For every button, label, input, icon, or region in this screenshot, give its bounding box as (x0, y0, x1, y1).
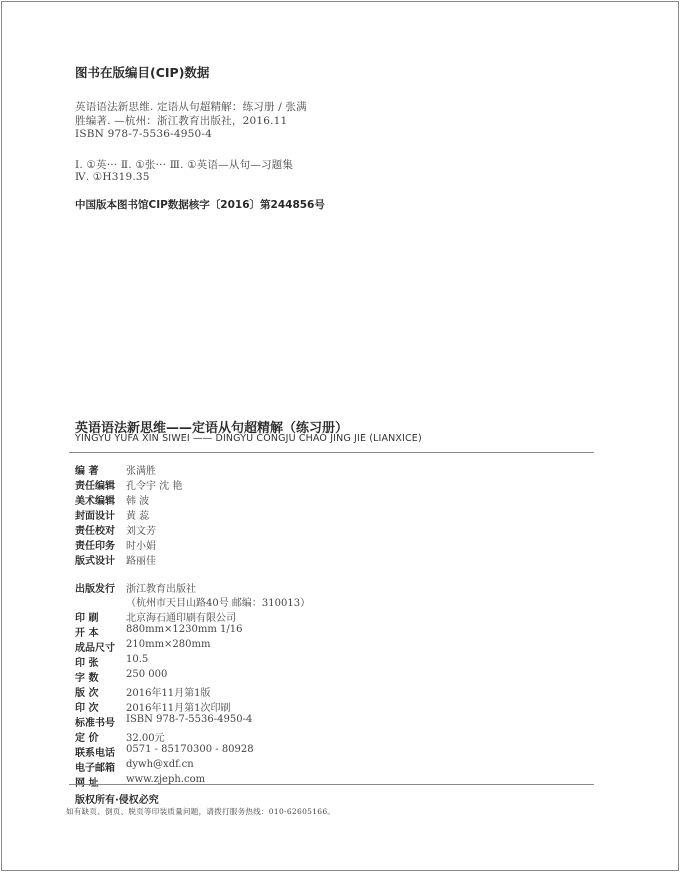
credit-label: 责任印务 (75, 541, 115, 552)
credit-label: 编 著 (75, 466, 99, 477)
publishing-value: 浙江教育出版社 (126, 584, 196, 595)
cip-line: 胜编著. —杭州：浙江教育出版社，2016.11 (75, 115, 288, 127)
publishing-value: www.zjeph.com (126, 774, 206, 785)
publishing-value: 0571 - 85170300 - 80928 (126, 744, 254, 755)
publishing-value: 10.5 (126, 654, 149, 665)
publishing-value: 2016年11月第1次印刷 (126, 703, 231, 714)
publishing-label: 版 次 (75, 688, 99, 699)
divider (69, 784, 594, 785)
cip-line: 英语语法新思维. 定语从句超精解：练习册 / 张满 (75, 101, 307, 113)
credit-label: 版式设计 (75, 556, 115, 567)
cip-record-number: 中国版本图书馆CIP数据核字〔2016〕第244856号 (75, 199, 325, 211)
credit-value: 张满胜 (126, 466, 156, 477)
publisher-address: （杭州市天目山路40号 邮编：310013） (126, 598, 311, 609)
publishing-value: 北京海石通印刷有限公司 (126, 613, 236, 624)
publishing-label: 开 本 (75, 628, 99, 639)
copyright-page (1, 1, 679, 871)
publishing-value: dywh@xdf.cn (126, 759, 194, 770)
cip-classification: Ⅰ. ①英··· Ⅱ. ①张··· Ⅲ. ①英语—从句—习题集 (75, 159, 294, 171)
publishing-value: ISBN 978-7-5536-4950-4 (126, 714, 253, 725)
publishing-label: 定 价 (75, 733, 99, 744)
cip-classification: Ⅳ. ①H319.35 (75, 171, 150, 183)
publishing-label: 网 址 (75, 778, 99, 789)
publishing-label: 印 刷 (75, 613, 99, 624)
credit-value: 刘文芳 (126, 526, 156, 537)
publishing-label: 字 数 (75, 673, 99, 684)
credit-label: 封面设计 (75, 511, 115, 522)
cip-heading: 图书在版编目(CIP)数据 (75, 65, 210, 80)
credit-label: 美术编辑 (75, 496, 115, 507)
publishing-label: 印 次 (75, 703, 99, 714)
publishing-label: 联系电话 (75, 748, 115, 759)
credit-label: 责任编辑 (75, 481, 115, 492)
publishing-value: 880mm×1230mm 1/16 (126, 624, 243, 635)
publishing-label: 成品尺寸 (75, 643, 115, 654)
book-subtitle: YINGYU YUFA XIN SIWEI —— DINGYU CONGJU CHAO JING JIE (LIANXICE) (75, 433, 422, 444)
rights-heading: 版权所有·侵权必究 (75, 795, 159, 806)
credit-value: 路丽佳 (126, 556, 156, 567)
credit-value: 韩 波 (126, 496, 150, 507)
publishing-label: 标准书号 (75, 718, 115, 729)
publishing-value: 32.00元 (126, 733, 165, 744)
publishing-value: 2016年11月第1版 (126, 688, 211, 699)
credit-value: 时小娟 (126, 541, 156, 552)
credit-value: 黄 蕊 (126, 511, 150, 522)
publishing-label: 印 张 (75, 658, 99, 669)
rights-note: 如有缺页、倒页、脱页等印装质量问题，请拨打服务热线：010-62605166。 (66, 807, 336, 816)
publishing-label: 出版发行 (75, 584, 115, 595)
cip-isbn: ISBN 978-7-5536-4950-4 (75, 128, 213, 140)
book-title: 英语语法新思维——定语从句超精解（练习册） (75, 421, 349, 436)
credit-value: 孔令宇 沈 艳 (126, 481, 183, 492)
publishing-value: 250 000 (126, 669, 168, 680)
divider (69, 452, 594, 453)
credit-label: 责任校对 (75, 526, 115, 537)
publishing-label: 电子邮箱 (75, 763, 115, 774)
publishing-value: 210mm×280mm (126, 639, 211, 650)
